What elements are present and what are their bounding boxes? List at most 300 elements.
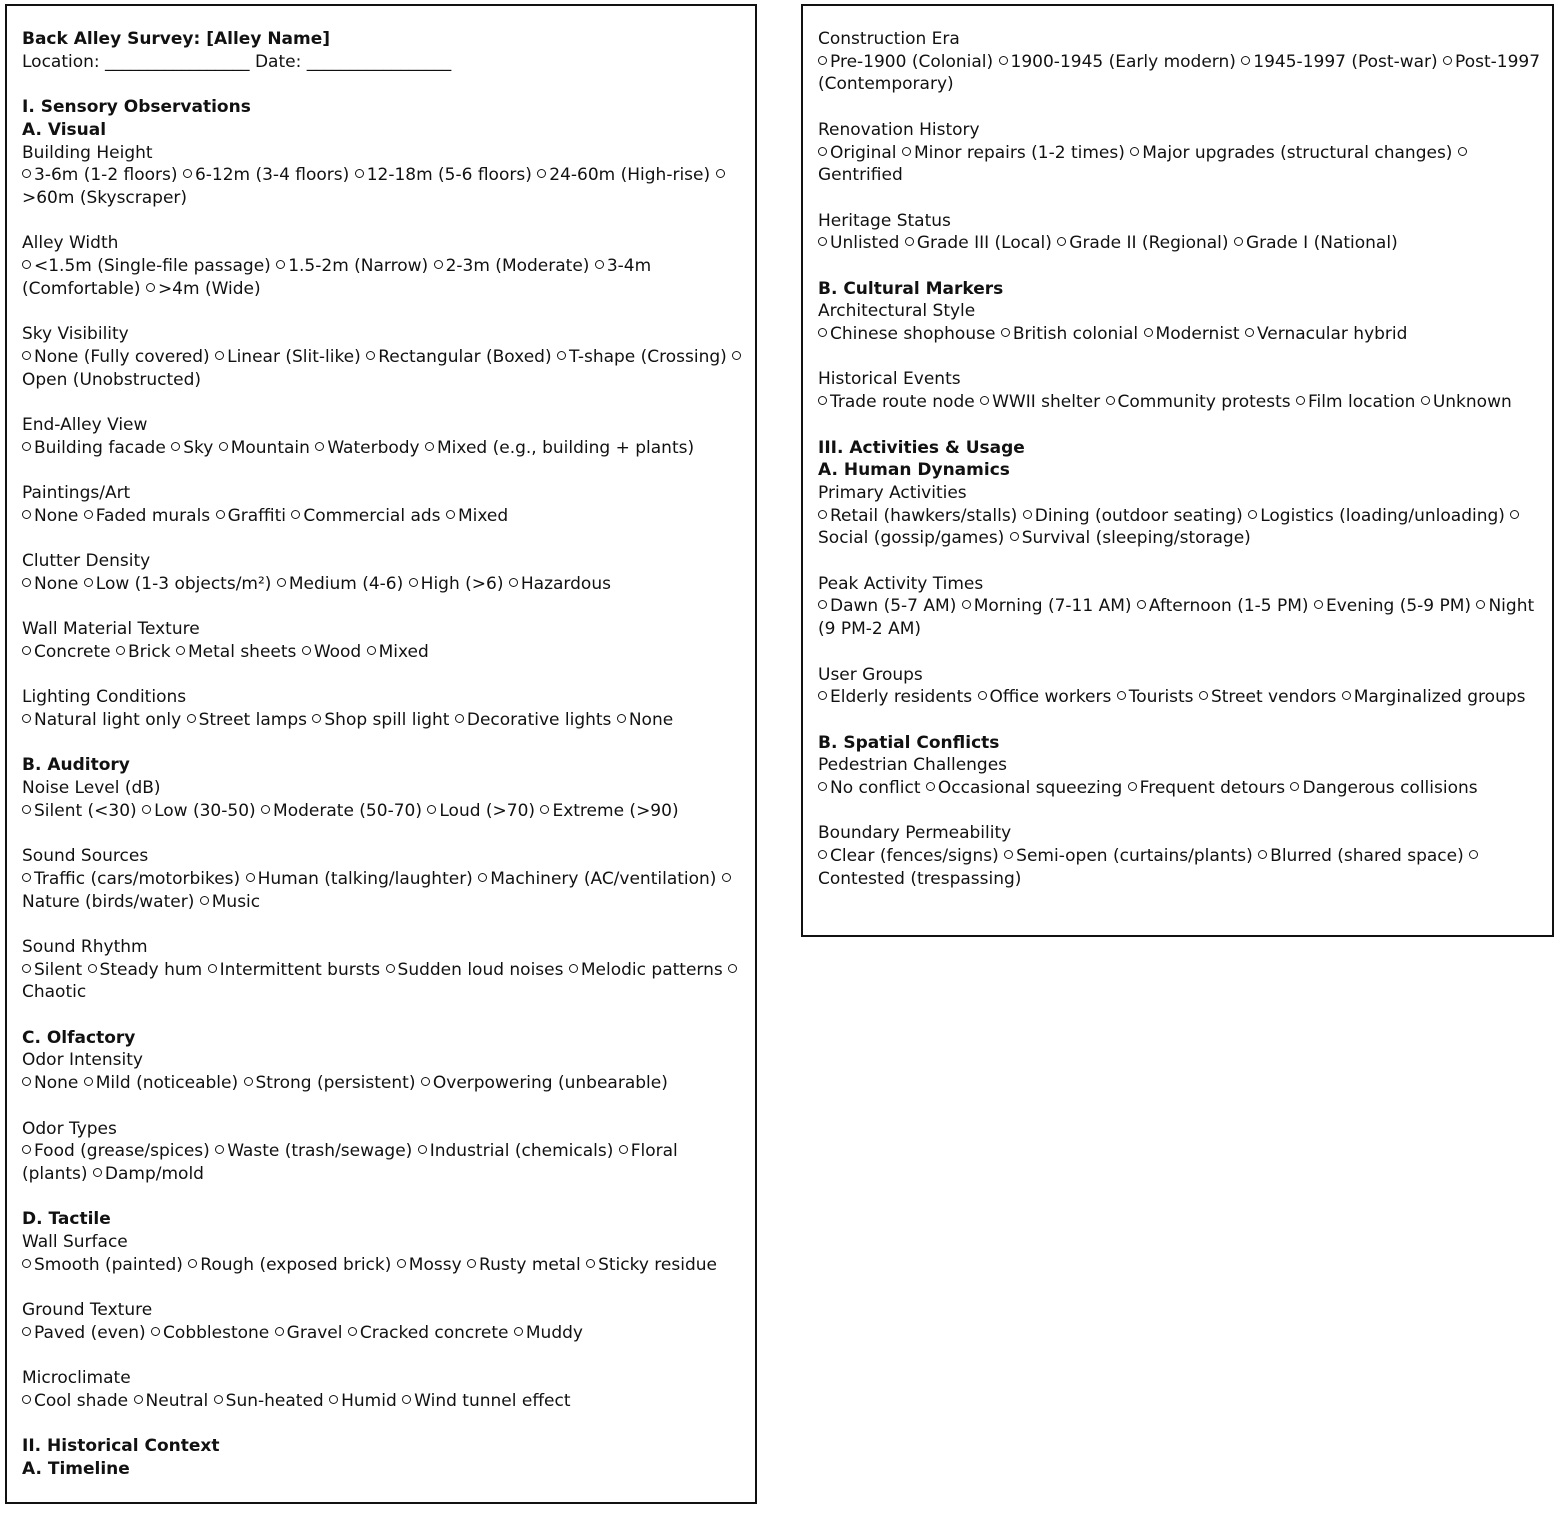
radio-circle-icon[interactable] bbox=[261, 805, 270, 814]
radio-option-label: Social (gossip/games) bbox=[818, 528, 1005, 549]
radio-circle-icon[interactable] bbox=[467, 1259, 476, 1268]
radio-option[interactable] bbox=[1421, 392, 1512, 412]
radio-circle-icon[interactable] bbox=[215, 351, 224, 360]
spacer bbox=[818, 346, 1544, 369]
radio-option[interactable] bbox=[151, 1323, 269, 1343]
radio-option[interactable] bbox=[980, 392, 1100, 412]
radio-circle-icon[interactable] bbox=[1130, 147, 1139, 156]
radio-option[interactable] bbox=[355, 165, 532, 185]
radio-option[interactable] bbox=[386, 960, 564, 980]
radio-option-label: Film location bbox=[1308, 392, 1416, 413]
radio-option[interactable] bbox=[818, 596, 956, 616]
radio-option[interactable] bbox=[22, 165, 178, 185]
radio-option-label: Music bbox=[211, 891, 261, 912]
radio-circle-icon[interactable] bbox=[1001, 328, 1010, 337]
radio-circle-icon[interactable] bbox=[1290, 782, 1299, 791]
radio-circle-icon[interactable] bbox=[1106, 396, 1115, 405]
radio-circle-icon[interactable] bbox=[1342, 691, 1351, 700]
question-label-noise-level: Noise Level (dB) bbox=[22, 778, 161, 799]
radio-option[interactable] bbox=[246, 869, 473, 889]
radio-circle-icon[interactable] bbox=[732, 351, 741, 360]
radio-option-label: 1900-1945 (Early modern) bbox=[1010, 51, 1236, 72]
radio-circle-icon[interactable] bbox=[421, 1077, 430, 1086]
radio-circle-icon[interactable] bbox=[962, 600, 971, 609]
radio-option[interactable] bbox=[1144, 324, 1240, 344]
radio-option[interactable] bbox=[478, 869, 716, 889]
radio-circle-icon[interactable] bbox=[1314, 600, 1323, 609]
radio-circle-icon[interactable] bbox=[514, 1327, 523, 1336]
radio-option[interactable] bbox=[569, 960, 723, 980]
radio-option[interactable] bbox=[84, 574, 272, 594]
radio-option[interactable] bbox=[22, 1391, 128, 1411]
radio-option[interactable] bbox=[315, 438, 419, 458]
radio-circle-icon[interactable] bbox=[1057, 237, 1066, 246]
radio-circle-icon[interactable] bbox=[215, 1145, 224, 1154]
radio-option-label: Machinery (AC/ventilation) bbox=[490, 868, 717, 889]
radio-option[interactable] bbox=[22, 256, 271, 276]
radio-circle-icon[interactable] bbox=[367, 646, 376, 655]
radio-circle-icon[interactable] bbox=[84, 1077, 93, 1086]
radio-circle-icon[interactable] bbox=[728, 964, 737, 973]
radio-circle-icon[interactable] bbox=[455, 714, 464, 723]
subsection-title-cultural-markers: B. Cultural Markers bbox=[818, 278, 1004, 299]
radio-option[interactable] bbox=[146, 279, 261, 299]
section-title-sensory: I. Sensory Observations bbox=[22, 97, 251, 118]
radio-option-label: Grade III (Local) bbox=[916, 233, 1052, 254]
radio-option[interactable] bbox=[275, 1323, 343, 1343]
radio-option[interactable] bbox=[409, 574, 504, 594]
radio-option[interactable] bbox=[978, 687, 1112, 707]
radio-circle-icon[interactable] bbox=[1296, 396, 1305, 405]
radio-option[interactable] bbox=[93, 1164, 204, 1184]
section-title-activities: III. Activities & Usage bbox=[818, 437, 1025, 458]
radio-option[interactable] bbox=[926, 778, 1122, 798]
survey-content-right bbox=[818, 28, 1544, 891]
radio-option-label: Grade I (National) bbox=[1245, 233, 1398, 254]
radio-circle-icon[interactable] bbox=[22, 805, 31, 814]
location-label: Location: bbox=[22, 51, 100, 72]
radio-option[interactable] bbox=[818, 687, 972, 707]
radio-option[interactable] bbox=[329, 1391, 397, 1411]
radio-option[interactable] bbox=[1137, 596, 1309, 616]
radio-option-label: Contested (trespassing) bbox=[818, 868, 1022, 889]
option-list-pedestrian-challenges bbox=[818, 777, 1544, 800]
radio-option[interactable] bbox=[312, 710, 449, 730]
radio-circle-icon[interactable] bbox=[366, 351, 375, 360]
radio-option[interactable] bbox=[134, 1391, 209, 1411]
radio-option-label: Minor repairs (1-2 times) bbox=[913, 142, 1125, 163]
radio-option[interactable] bbox=[586, 1255, 717, 1275]
radio-circle-icon[interactable] bbox=[386, 964, 395, 973]
radio-option[interactable] bbox=[1004, 846, 1253, 866]
radio-option[interactable] bbox=[216, 506, 286, 526]
radio-circle-icon[interactable] bbox=[427, 805, 436, 814]
radio-option[interactable] bbox=[22, 347, 210, 367]
radio-option[interactable] bbox=[818, 506, 1017, 526]
radio-option[interactable] bbox=[1117, 687, 1194, 707]
radio-option[interactable] bbox=[219, 438, 310, 458]
date-field[interactable]: _________________ bbox=[306, 51, 452, 72]
radio-circle-icon[interactable] bbox=[348, 1327, 357, 1336]
radio-circle-icon[interactable] bbox=[214, 1395, 223, 1404]
radio-option[interactable] bbox=[84, 1073, 238, 1093]
radio-circle-icon[interactable] bbox=[84, 578, 93, 587]
radio-option[interactable] bbox=[540, 801, 678, 821]
radio-option[interactable] bbox=[22, 710, 181, 730]
radio-option[interactable] bbox=[1023, 506, 1243, 526]
radio-circle-icon[interactable] bbox=[434, 260, 443, 269]
radio-circle-icon[interactable] bbox=[1510, 510, 1519, 519]
radio-option[interactable] bbox=[818, 233, 899, 253]
radio-circle-icon[interactable] bbox=[1458, 147, 1467, 156]
radio-option[interactable] bbox=[905, 233, 1052, 253]
radio-option[interactable] bbox=[22, 801, 137, 821]
radio-circle-icon[interactable] bbox=[22, 873, 31, 882]
radio-circle-icon[interactable] bbox=[446, 510, 455, 519]
radio-circle-icon[interactable] bbox=[818, 782, 827, 791]
radio-option[interactable] bbox=[1001, 324, 1138, 344]
radio-option[interactable] bbox=[962, 596, 1132, 616]
radio-circle-icon[interactable] bbox=[617, 714, 626, 723]
radio-option[interactable] bbox=[22, 1255, 183, 1275]
radio-circle-icon[interactable] bbox=[818, 56, 827, 65]
radio-circle-icon[interactable] bbox=[246, 873, 255, 882]
radio-circle-icon[interactable] bbox=[291, 510, 300, 519]
radio-circle-icon[interactable] bbox=[183, 169, 192, 178]
radio-circle-icon[interactable] bbox=[22, 260, 31, 269]
radio-option[interactable] bbox=[22, 869, 240, 889]
radio-option[interactable] bbox=[1342, 687, 1526, 707]
radio-circle-icon[interactable] bbox=[22, 510, 31, 519]
radio-option-label: Rusty metal bbox=[479, 1254, 581, 1275]
radio-option[interactable] bbox=[22, 960, 82, 980]
radio-circle-icon[interactable] bbox=[1248, 510, 1257, 519]
question-label-odor-intensity: Odor Intensity bbox=[22, 1050, 143, 1071]
radio-option[interactable] bbox=[1010, 528, 1251, 548]
radio-circle-icon[interactable] bbox=[200, 896, 209, 905]
radio-circle-icon[interactable] bbox=[244, 1077, 253, 1086]
radio-circle-icon[interactable] bbox=[402, 1395, 411, 1404]
radio-circle-icon[interactable] bbox=[171, 442, 180, 451]
radio-circle-icon[interactable] bbox=[818, 691, 827, 700]
radio-option[interactable] bbox=[1314, 596, 1471, 616]
radio-option-label: Waterbody bbox=[327, 437, 420, 458]
radio-circle-icon[interactable] bbox=[722, 873, 731, 882]
radio-circle-icon[interactable] bbox=[1234, 237, 1243, 246]
radio-circle-icon[interactable] bbox=[22, 351, 31, 360]
radio-option[interactable] bbox=[22, 642, 111, 662]
radio-option[interactable] bbox=[1241, 52, 1437, 72]
radio-option-label: Human (talking/laughter) bbox=[257, 868, 473, 889]
radio-circle-icon[interactable] bbox=[1128, 782, 1137, 791]
radio-circle-icon[interactable] bbox=[905, 237, 914, 246]
survey-title: Back Alley Survey: [Alley Name] bbox=[22, 29, 331, 49]
radio-option[interactable] bbox=[1296, 392, 1415, 412]
radio-circle-icon[interactable] bbox=[1144, 328, 1153, 337]
radio-circle-icon[interactable] bbox=[818, 328, 827, 337]
radio-option[interactable] bbox=[88, 960, 203, 980]
subsection-title-visual: A. Visual bbox=[22, 119, 107, 140]
radio-circle-icon[interactable] bbox=[275, 1327, 284, 1336]
radio-option[interactable] bbox=[277, 574, 403, 594]
radio-circle-icon[interactable] bbox=[22, 1145, 31, 1154]
radio-option[interactable] bbox=[200, 892, 260, 912]
radio-circle-icon[interactable] bbox=[509, 578, 518, 587]
radio-option[interactable] bbox=[902, 143, 1125, 163]
option-list-sound-rhythm bbox=[22, 959, 747, 1004]
radio-option-label: 6-12m (3-4 floors) bbox=[194, 165, 350, 186]
radio-option-label: Wind tunnel effect bbox=[414, 1390, 571, 1411]
radio-option-label: Community protests bbox=[1117, 392, 1291, 413]
radio-option-label: Cobblestone bbox=[163, 1322, 270, 1343]
option-list-alley-width bbox=[22, 255, 747, 300]
radio-option[interactable] bbox=[1199, 687, 1336, 707]
radio-circle-icon[interactable] bbox=[22, 442, 31, 451]
radio-circle-icon[interactable] bbox=[557, 351, 566, 360]
radio-option[interactable] bbox=[171, 438, 213, 458]
radio-option[interactable] bbox=[467, 1255, 581, 1275]
radio-circle-icon[interactable] bbox=[22, 1327, 31, 1336]
radio-option[interactable] bbox=[1248, 506, 1505, 526]
radio-option[interactable] bbox=[818, 52, 993, 72]
radio-circle-icon[interactable] bbox=[88, 964, 97, 973]
spacer bbox=[22, 1276, 747, 1299]
radio-option[interactable] bbox=[116, 642, 171, 662]
radio-circle-icon[interactable] bbox=[569, 964, 578, 973]
radio-option[interactable] bbox=[188, 1255, 391, 1275]
radio-option[interactable] bbox=[818, 392, 975, 412]
radio-circle-icon[interactable] bbox=[151, 1327, 160, 1336]
radio-option[interactable] bbox=[208, 960, 380, 980]
radio-circle-icon[interactable] bbox=[22, 964, 31, 973]
radio-option-label: None bbox=[34, 1073, 79, 1094]
radio-circle-icon[interactable] bbox=[187, 714, 196, 723]
question-label-microclimate: Microclimate bbox=[22, 1368, 131, 1389]
option-list-peak-activity-times bbox=[818, 595, 1544, 640]
radio-circle-icon[interactable] bbox=[409, 578, 418, 587]
radio-circle-icon[interactable] bbox=[312, 714, 321, 723]
radio-circle-icon[interactable] bbox=[818, 147, 827, 156]
radio-option[interactable] bbox=[557, 347, 727, 367]
radio-circle-icon[interactable] bbox=[540, 805, 549, 814]
radio-option[interactable] bbox=[187, 710, 307, 730]
radio-circle-icon[interactable] bbox=[478, 873, 487, 882]
radio-circle-icon[interactable] bbox=[277, 578, 286, 587]
radio-option[interactable] bbox=[514, 1323, 583, 1343]
radio-option[interactable] bbox=[1106, 392, 1291, 412]
radio-option[interactable] bbox=[421, 1073, 668, 1093]
radio-option[interactable] bbox=[22, 574, 78, 594]
radio-option[interactable] bbox=[22, 1073, 78, 1093]
radio-circle-icon[interactable] bbox=[586, 1259, 595, 1268]
radio-circle-icon[interactable] bbox=[134, 1395, 143, 1404]
radio-option[interactable] bbox=[1245, 324, 1407, 344]
radio-option[interactable] bbox=[1258, 846, 1464, 866]
radio-option-label: Original bbox=[830, 142, 897, 163]
radio-circle-icon[interactable] bbox=[22, 1259, 31, 1268]
radio-option-label: Extreme (>90) bbox=[552, 800, 679, 821]
radio-circle-icon[interactable] bbox=[302, 646, 311, 655]
survey-meta-line bbox=[22, 51, 747, 74]
spacer bbox=[22, 300, 747, 323]
spacer bbox=[22, 73, 747, 96]
radio-option[interactable] bbox=[291, 506, 440, 526]
radio-option[interactable] bbox=[261, 801, 422, 821]
radio-circle-icon[interactable] bbox=[146, 283, 155, 292]
option-list-noise-level bbox=[22, 800, 747, 823]
spacer bbox=[818, 255, 1544, 278]
radio-circle-icon[interactable] bbox=[1117, 691, 1126, 700]
radio-circle-icon[interactable] bbox=[355, 169, 364, 178]
option-list-user-groups bbox=[818, 686, 1544, 709]
radio-option[interactable] bbox=[84, 506, 210, 526]
radio-circle-icon[interactable] bbox=[329, 1395, 338, 1404]
question-label-paintings-art: Paintings/Art bbox=[22, 482, 131, 503]
spacer bbox=[22, 1345, 747, 1368]
radio-option[interactable] bbox=[425, 438, 694, 458]
radio-option[interactable] bbox=[818, 778, 921, 798]
radio-option-label: Mixed bbox=[457, 505, 509, 526]
radio-circle-icon[interactable] bbox=[716, 169, 725, 178]
radio-option[interactable] bbox=[446, 506, 508, 526]
radio-option-label: High (>6) bbox=[420, 573, 504, 594]
radio-option[interactable] bbox=[176, 642, 296, 662]
option-list-primary-activities bbox=[818, 505, 1544, 550]
radio-circle-icon[interactable] bbox=[1010, 532, 1019, 541]
radio-option[interactable] bbox=[397, 1255, 462, 1275]
radio-circle-icon[interactable] bbox=[978, 691, 987, 700]
radio-option[interactable] bbox=[402, 1391, 570, 1411]
location-field[interactable]: _________________ bbox=[105, 51, 250, 72]
subsection-title-olfactory: C. Olfactory bbox=[22, 1027, 136, 1048]
radio-circle-icon[interactable] bbox=[926, 782, 935, 791]
subsection-title-human-dynamics: A. Human Dynamics bbox=[818, 460, 1010, 481]
radio-circle-icon[interactable] bbox=[619, 1145, 628, 1154]
radio-circle-icon[interactable] bbox=[1023, 510, 1032, 519]
radio-option[interactable] bbox=[244, 1073, 416, 1093]
radio-circle-icon[interactable] bbox=[315, 442, 324, 451]
radio-circle-icon[interactable] bbox=[22, 714, 31, 723]
radio-option[interactable] bbox=[1128, 778, 1285, 798]
radio-option[interactable] bbox=[999, 52, 1236, 72]
spacer bbox=[22, 459, 747, 482]
radio-circle-icon[interactable] bbox=[818, 600, 827, 609]
radio-circle-icon[interactable] bbox=[1258, 850, 1267, 859]
radio-option[interactable] bbox=[818, 846, 999, 866]
radio-circle-icon[interactable] bbox=[1245, 328, 1254, 337]
radio-option[interactable] bbox=[22, 506, 78, 526]
radio-option[interactable] bbox=[22, 1141, 210, 1161]
question-label-clutter-density: Clutter Density bbox=[22, 551, 151, 572]
radio-option-label: Brick bbox=[128, 641, 171, 662]
radio-circle-icon[interactable] bbox=[22, 169, 31, 178]
radio-option[interactable] bbox=[367, 642, 429, 662]
radio-circle-icon[interactable] bbox=[116, 646, 125, 655]
radio-circle-icon[interactable] bbox=[1469, 850, 1478, 859]
radio-circle-icon[interactable] bbox=[418, 1145, 427, 1154]
radio-option[interactable] bbox=[1130, 143, 1452, 163]
radio-circle-icon[interactable] bbox=[425, 442, 434, 451]
radio-circle-icon[interactable] bbox=[980, 396, 989, 405]
radio-option[interactable] bbox=[537, 165, 710, 185]
radio-circle-icon[interactable] bbox=[216, 510, 225, 519]
radio-circle-icon[interactable] bbox=[999, 56, 1008, 65]
radio-circle-icon[interactable] bbox=[1004, 850, 1013, 859]
radio-circle-icon[interactable] bbox=[276, 260, 285, 269]
radio-circle-icon[interactable] bbox=[1421, 396, 1430, 405]
radio-option[interactable] bbox=[509, 574, 611, 594]
radio-option[interactable] bbox=[348, 1323, 509, 1343]
radio-circle-icon[interactable] bbox=[595, 260, 604, 269]
radio-option[interactable] bbox=[214, 1391, 324, 1411]
radio-option[interactable] bbox=[183, 165, 349, 185]
radio-circle-icon[interactable] bbox=[818, 510, 827, 519]
radio-circle-icon[interactable] bbox=[219, 442, 228, 451]
radio-option-label: Silent (<30) bbox=[34, 800, 137, 821]
radio-option[interactable] bbox=[818, 143, 897, 163]
radio-option[interactable] bbox=[302, 642, 361, 662]
question-label-boundary-permeability: Boundary Permeability bbox=[818, 823, 1012, 844]
radio-option[interactable] bbox=[617, 710, 673, 730]
question-label-ground-texture: Ground Texture bbox=[22, 1300, 153, 1321]
question-label-odor-types: Odor Types bbox=[22, 1118, 117, 1139]
radio-circle-icon[interactable] bbox=[22, 1395, 31, 1404]
radio-circle-icon[interactable] bbox=[818, 237, 827, 246]
radio-circle-icon[interactable] bbox=[902, 147, 911, 156]
radio-circle-icon[interactable] bbox=[22, 578, 31, 587]
radio-option[interactable] bbox=[366, 347, 551, 367]
radio-circle-icon[interactable] bbox=[1199, 691, 1208, 700]
radio-circle-icon[interactable] bbox=[397, 1259, 406, 1268]
radio-option-label: Damp/mold bbox=[104, 1163, 204, 1184]
radio-option[interactable] bbox=[22, 1323, 146, 1343]
radio-circle-icon[interactable] bbox=[1137, 600, 1146, 609]
radio-circle-icon[interactable] bbox=[84, 510, 93, 519]
radio-option-label: Steady hum bbox=[99, 959, 203, 980]
radio-circle-icon[interactable] bbox=[1241, 56, 1250, 65]
radio-option[interactable] bbox=[1290, 778, 1477, 798]
radio-circle-icon[interactable] bbox=[818, 850, 827, 859]
radio-option[interactable] bbox=[427, 801, 535, 821]
radio-circle-icon[interactable] bbox=[1476, 600, 1485, 609]
radio-option[interactable] bbox=[434, 256, 590, 276]
radio-circle-icon[interactable] bbox=[93, 1168, 102, 1177]
spacer bbox=[818, 800, 1544, 823]
radio-option[interactable] bbox=[142, 801, 256, 821]
radio-option-label: Afternoon (1-5 PM) bbox=[1148, 596, 1309, 617]
radio-circle-icon[interactable] bbox=[22, 1077, 31, 1086]
radio-circle-icon[interactable] bbox=[818, 396, 827, 405]
radio-option[interactable] bbox=[1057, 233, 1228, 253]
radio-circle-icon[interactable] bbox=[22, 646, 31, 655]
radio-option[interactable] bbox=[215, 347, 361, 367]
radio-circle-icon[interactable] bbox=[1443, 56, 1452, 65]
spacer bbox=[22, 732, 747, 755]
radio-circle-icon[interactable] bbox=[208, 964, 217, 973]
radio-option[interactable] bbox=[455, 710, 612, 730]
radio-circle-icon[interactable] bbox=[176, 646, 185, 655]
radio-circle-icon[interactable] bbox=[142, 805, 151, 814]
radio-option[interactable] bbox=[1234, 233, 1398, 253]
radio-option[interactable] bbox=[22, 438, 166, 458]
radio-option[interactable] bbox=[276, 256, 428, 276]
radio-circle-icon[interactable] bbox=[537, 169, 546, 178]
radio-option[interactable] bbox=[418, 1141, 614, 1161]
radio-option[interactable] bbox=[818, 324, 995, 344]
radio-option[interactable] bbox=[215, 1141, 412, 1161]
spacer bbox=[22, 391, 747, 414]
radio-circle-icon[interactable] bbox=[188, 1259, 197, 1268]
